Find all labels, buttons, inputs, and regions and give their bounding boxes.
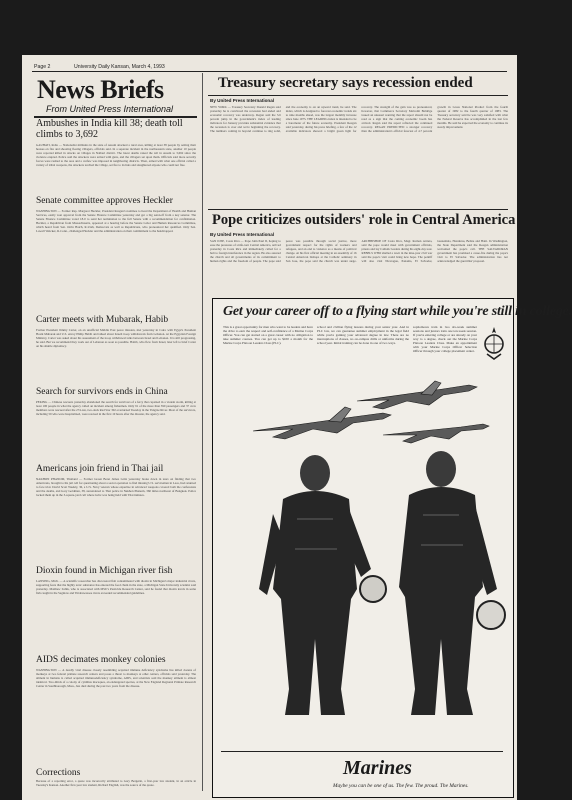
news-briefs-source: From United Press International (46, 104, 174, 114)
story-byline: By United Press International (210, 98, 275, 103)
brief-body: PEKING — Chinese rescuers yesterday abandoned the search for survivors of a ferry that capsized in a violent storm, killing at least 100 people in what the agency called an incident among fishermen. Only 91 of the more than 390 passengers and 37 crew members were rescued after the 274-ton, two-deck Red Star 302 overturned Tuesday in the Yangtze River. Most of the survivors, including 59 who were hospitalized, were rescued in the first 10 hours after the disaster, the agency said. (36, 400, 196, 416)
marines-logo: Marines (343, 757, 412, 779)
ad-rule (221, 751, 503, 752)
brief-headline: Americans join friend in Thai jail (36, 464, 164, 474)
top-rule (32, 71, 507, 72)
ad-body: sophomores train in two six-week summer sessions and juniors train one ten-week session. If you're entering college or are already on your way to a degree, check out the Marine Corps Platoon Leaders Class. Make an appointment with your Marine Corps Officer Selection Officer through your college placement center. (413, 325, 477, 353)
ad-tagline: Maybe you can be one of us. The few. The proud. The Marines. (333, 783, 469, 789)
brief-headline: Search for survivors ends in China (36, 387, 168, 397)
paper-dateline: University Daily Kansan, March 4, 1993 (74, 64, 165, 70)
newspaper-page (22, 55, 572, 800)
brief-body: Former President Jimmy Carter, on an unofficial Middle East peace mission, met yesterday in Cairo with Egypt's President Hosni Mubarak and U.S. envoy Philip Habib and talked about Israeli troop withdrawals from Lebanon. At the Egyptian Foreign Ministry, Carter was asked about his assessment of the troop withdrawal talks between Israel and Lebanon. It is still progressing, he said. But we recommend they work out of Lebanon as soon as possible. Habib, who flew from Israel, later left to brief Carter on his shuttle diplomacy. (36, 328, 196, 348)
ad-headline: Get your career off to a flying start while you're still in college. (223, 304, 572, 319)
brief-headline: Carter meets with Mubarak, Habib (36, 315, 169, 325)
ad-body: This is a great opportunity for men who want to be leaders and have the drive to earn the respect and self-confidence of a Marine Corps Officer. You can get started on a great career with no obligation to take summer courses. You can get up to $100 a month for the Marine Corps Platoon Leaders Class (PLC). (223, 325, 313, 345)
brief-headline: Senate committee approves Heckler (36, 196, 173, 206)
story-byline: By United Press International (210, 232, 275, 237)
brief-headline: Dioxin found in Michigan river fish (36, 566, 173, 576)
story-body: SAN JOSE, Costa Rica — Pope John Paul II, hoping to ease the pressures of strife-torn Central America, arrived yesterday in Costa Rica and immediately called for a halt to foreign interference in the region. He also assured the church and all governments of its commitment to human rights and the freedom of people. The pope said peace was possible through social justice, more government respect for the rights of workers and refugees, and an end to violence as a means of political change. At his first official meeting in an assembly of 16 Central American bishops at the Catholic seminary in San Jose, the pope said the church was under siege. ARCHBISHOP OF Costa Rica, Msgr. Roman Arrieta, said the pope would meet with government officials, priests and lay Catholic leaders during his eight-day tour. REBELS WHO shelled a town in the nine-year civil war said the pope's visit could bring new hope. The pontiff will also visit Nicaragua, Panama, El Salvador, Guatemala, Honduras, Belize and Haiti. In Washington, the State Department said the Reagan administration welcomed the pope's call. THE SALVADORAN government has promised a cease-fire during the pope's visit to El Salvador. The administration has not acknowledged the guerrillas' proposal. (210, 239, 508, 263)
brief-body: GAUHATI, India — Nationalist militants in the state of Assam attacked a rural area, killing at least 38 people by setting their houses on fire and shooting fleeing villagers, officials said. In a separate incident in the northeastern state, another 10 people were reported killed in attacks on villages in Nalbari district. The latest deaths raised the toll in Assam to 3,692 since the violence erupted. Police said the attackers were armed with guns, and the villagers set upon them. Officials said more security forces were rushed to the area and a curfew was imposed in neighboring districts. Then, armed with what one official called a variety of tribal weapons, the attackers torched the village, set fire to its huts and slaughtered anyone who could not flee. (36, 143, 196, 167)
story-body: NEW YORK — Treasury Secretary Donald Regan said yesterday he is convinced the recession had ended and economic recovery was underway. Regan said the 3.6 percent jump in the government's index of leading indicators for January provides substantial evidence that the recession is over and we're beginning the recovery. The numbers coming in beyond continue to ring solid, and the economy is on an upward trend, he said. The index, which is designed to forecast economic trends six to nine months ahead, was the largest monthly increase since June 1975. THE LEADING index is intended to be a barometer of the future economy. President Reagan said yesterday, during his press briefing, a few of the 12 available indicators showed a bright green light for recovery. The strength of the gain was so pronounced, however, that Commerce Secretary Malcolm Baldrige issued an unusual warning that the report should not be read as a sign that the coming economic boom has arrived. Regan said the report reflected the continued recovery. REGAN PREDICTED a stronger recovery than the administration's official forecast of 4.7 percent growth in Gross National Product from the fourth quarter of 1982 to the fourth quarter of 1983. The Treasury secretary said he was very satisfied with what the Federal Reserve has accomplished in the last few months. He said he expected the economy to continue its steady improvement. (210, 105, 508, 133)
usmc-emblem-icon (481, 325, 507, 361)
brief-body: WASHINGTON — Former Rep. Margaret Heckler, President Reagan's nominee to head the Department of Health and Human Services, easily won approval from the Senate Finance Committee yesterday and got a big send-off from a key senator. The Senate Finance Committee voted 18-0 to send her nomination to the full Senate with a recommendation for confirmation. Heckler, a Republican from Massachusetts, appeared at a hearing before the Senate Labor and Human Resources Committee, which heard from Sen. Orrin Hatch, R-Utah, Democrats as well as Republicans, who pronounced her qualified. Only Sen. Lowell Weicker, R-Conn., challenged Heckler and the administration on their commitment to the handicapped. (36, 209, 196, 233)
brief-body: WASHINGTON — A deadly viral disease closely resembling acquired immune deficiency syndrome has killed dozens of monkeys at two federal primate research centers and poses a threat to monkeys at other centers, officials said yesterday. The ailment in humans is called acquired immunodeficiency syndrome, AIDS, and scientists said the monkey ailment is almost identical. Two-thirds of a colony of cynthius macaques, an endangered species, at the New England Regional Primate Research Center in Southborough, Mass., has died during the past two years from the disease. (36, 668, 196, 688)
corrections-title: Corrections (36, 768, 81, 778)
brief-body: LANSING, Mich. — A scientific researcher has discovered fish contaminated with dioxin in Michigan's major industrial rivers, supporting fears that the highly toxic substance has entered the food chain in the state, a Michigan State University scientist said yesterday. Matthew Zabik, who is associated with MSU's Pesticide Research Center, said he found that dioxin levels in some fish caught in the Saginaw and Tittabawassee rivers exceeded recommended guidelines. (36, 579, 196, 595)
brief-body: NAKHON PHANOM, Thailand — Former Green Beret James Gritz yesterday broke down in tears on finding that two Americans, brought to his jail cell for questioning about a secret operation to find missing U.S. servicemen in Laos, had returned to face trial. David Scott Weekly, 36, a U.S. Navy veteran whose expertise in advanced weapons covered both the confessions and the deaths, and Gary Goldman, 38, surrendered to Thai police in Nakhon Phanom, 360 miles northeast of Bangkok. Police locked them up in the 3-square-yard cell where Gritz was being held with Thai inmates. (36, 477, 196, 497)
story-rule (208, 95, 508, 96)
ad-body: school and civilian flying lessons during your senior year. And in PLC law, we can guarantee summer employment in the legal field while you're gaining your advanced degree in law. There are no interruptions of classes, no on-campus drills or uniforms during the school year. Initial training can be done in one of two ways. (317, 325, 409, 345)
story-rule (208, 209, 508, 210)
pilots-photo (253, 439, 503, 739)
brief-headline: Ambushes in India kill 38; death toll climbs to 3,692 (36, 118, 183, 140)
marines-ad (212, 298, 572, 798)
story-headline: Pope criticizes outsiders' role in Central America (212, 212, 516, 228)
page-number: Page 2 (34, 64, 51, 70)
news-briefs-title: News Briefs (37, 75, 164, 104)
brief-headline: AIDS decimates monkey colonies (36, 655, 166, 665)
story-headline: Treasury secretary says recession ended (218, 75, 473, 91)
corrections-body: Because of a reporting error, a quote was incorrectly attributed to Gary Bergerin, a first-year law student, in an article in Tuesday's Kansan. Another first-year law student, Richard English, was the source of the quote. (36, 779, 196, 787)
column-divider (202, 73, 203, 791)
